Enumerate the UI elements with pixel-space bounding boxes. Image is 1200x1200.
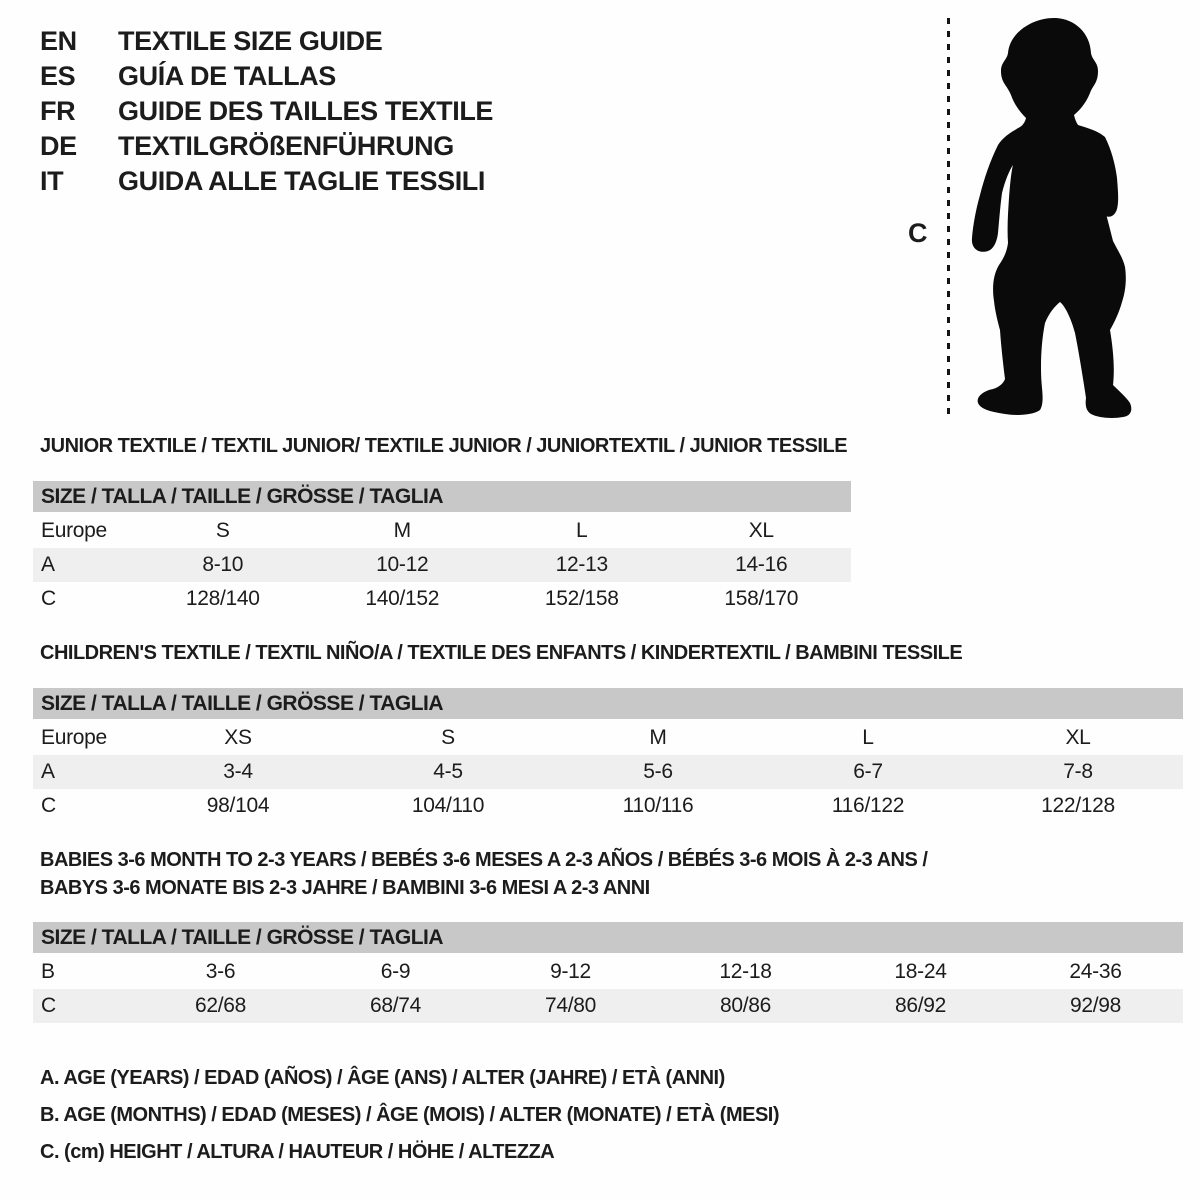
lang-code: EN <box>40 26 77 56</box>
section-junior <box>33 432 851 616</box>
size-cell: XS <box>224 726 252 749</box>
size-cell: 12-13 <box>555 553 608 576</box>
size-cell: M <box>649 726 667 749</box>
size-cell: 86/92 <box>894 994 947 1017</box>
size-cell: 152/158 <box>544 587 619 610</box>
size-cell: 110/116 <box>622 794 694 817</box>
legend-line-a: A. AGE (YEARS) / EDAD (AÑOS) / ÂGE (ANS) / ALTER (JAHRE) / ETÀ (ANNI) <box>40 1067 725 1089</box>
table-row <box>33 721 1183 755</box>
size-cell: 10-12 <box>376 553 429 576</box>
size-cell: S <box>441 726 455 749</box>
table-row <box>33 582 851 616</box>
row-label: A <box>41 553 55 576</box>
size-cell: 104/110 <box>411 794 485 817</box>
row-label: Europe <box>41 726 107 749</box>
size-cell: XL <box>1065 726 1091 749</box>
size-cell: 80/86 <box>719 994 772 1017</box>
lang-code: ES <box>40 61 76 91</box>
section-heading: CHILDREN'S TEXTILE / TEXTIL NIÑO/A / TEXTILE DES ENFANTS / KINDERTEXTIL / BAMBINI TESSILE <box>40 642 963 664</box>
size-cell: 122/128 <box>1041 794 1115 817</box>
lang-title: TEXTILE SIZE GUIDE <box>118 26 383 56</box>
size-cell: XL <box>748 519 774 542</box>
lang-code: FR <box>40 96 76 126</box>
lang-title: GUIDA ALLE TAGLIE TESSILI <box>118 166 485 196</box>
legend-line-b: B. AGE (MONTHS) / EDAD (MESES) / ÂGE (MOIS) / ALTER (MONATE) / ETÀ (MESI) <box>40 1104 780 1126</box>
lang-row-de <box>40 129 493 164</box>
size-cell: S <box>215 519 230 542</box>
lang-title: TEXTILGRÖßENFÜHRUNG <box>118 131 454 161</box>
section-heading: JUNIOR TEXTILE / TEXTIL JUNIOR/ TEXTILE JUNIOR / JUNIORTEXTIL / JUNIOR TESSILE <box>40 435 848 457</box>
size-cell: 12-18 <box>719 960 772 983</box>
size-cell: 6-9 <box>380 960 411 983</box>
size-cell: 74/80 <box>544 994 597 1017</box>
size-cell: L <box>862 726 874 749</box>
size-cell: 92/98 <box>1069 994 1122 1017</box>
babies-size-table <box>33 955 1183 1023</box>
language-title-list <box>40 24 493 199</box>
row-label: A <box>41 760 55 783</box>
lang-title: GUIDE DES TAILLES TEXTILE <box>118 96 494 126</box>
size-cell: 128/140 <box>185 587 260 610</box>
row-label: C <box>41 794 56 817</box>
section-babies <box>33 846 1183 1023</box>
legend <box>40 1060 779 1171</box>
row-label: C <box>41 994 56 1017</box>
size-cell: 140/152 <box>365 587 440 610</box>
section-heading-line1: BABIES 3-6 MONTH TO 2-3 YEARS / BEBÉS 3-6 MESES A 2-3 AÑOS / BÉBÉS 3-6 MOIS À 2-3 ANS / <box>40 849 928 871</box>
size-cell: 68/74 <box>369 994 422 1017</box>
lang-title: GUÍA DE TALLAS <box>118 61 336 91</box>
size-cell: 14-16 <box>735 553 788 576</box>
size-header-band: SIZE / TALLA / TAILLE / GRÖSSE / TAGLIA <box>33 688 1183 719</box>
size-cell: 158/170 <box>724 587 799 610</box>
size-cell: 3-4 <box>223 760 253 783</box>
size-cell: 3-6 <box>205 960 236 983</box>
row-label: Europe <box>41 519 107 542</box>
size-cell: 8-10 <box>202 553 244 576</box>
lang-code: IT <box>40 166 64 196</box>
lang-row-en <box>40 24 493 59</box>
children-size-table <box>33 721 1183 823</box>
row-label: C <box>41 587 56 610</box>
size-cell: L <box>576 519 588 542</box>
lang-row-es <box>40 59 493 94</box>
lang-row-fr <box>40 94 493 129</box>
toddler-silhouette-icon <box>963 13 1140 423</box>
size-cell: 116/122 <box>831 794 905 817</box>
legend-line-c: C. (cm) HEIGHT / ALTURA / HAUTEUR / HÖHE / ALTEZZA <box>40 1141 555 1163</box>
size-header-band: SIZE / TALLA / TAILLE / GRÖSSE / TAGLIA <box>33 922 1183 953</box>
lang-code: DE <box>40 131 77 161</box>
size-cell: 6-7 <box>853 760 883 783</box>
table-row <box>33 955 1183 989</box>
table-row <box>33 548 851 582</box>
lang-row-it <box>40 164 493 199</box>
size-header-band: SIZE / TALLA / TAILLE / GRÖSSE / TAGLIA <box>33 481 851 512</box>
size-cell: 7-8 <box>1063 760 1093 783</box>
row-label: B <box>41 960 55 983</box>
junior-size-table <box>33 514 851 616</box>
size-cell: 18-24 <box>894 960 947 983</box>
height-measure-label: C <box>908 218 928 248</box>
section-heading-line2: BABYS 3-6 MONATE BIS 2-3 JAHRE / BAMBINI 3-6 MESI A 2-3 ANNI <box>40 877 650 899</box>
size-cell: 5-6 <box>643 760 673 783</box>
size-cell: 62/68 <box>194 994 247 1017</box>
table-row <box>33 989 1183 1023</box>
section-children <box>33 639 1183 823</box>
height-measure-line <box>947 18 950 416</box>
table-row <box>33 514 851 548</box>
table-row <box>33 789 1183 823</box>
size-cell: 98/104 <box>206 794 270 817</box>
size-cell: 4-5 <box>433 760 463 783</box>
size-cell: 9-12 <box>550 960 591 983</box>
size-cell: M <box>393 519 411 542</box>
table-row <box>33 755 1183 789</box>
size-cell: 24-36 <box>1069 960 1122 983</box>
